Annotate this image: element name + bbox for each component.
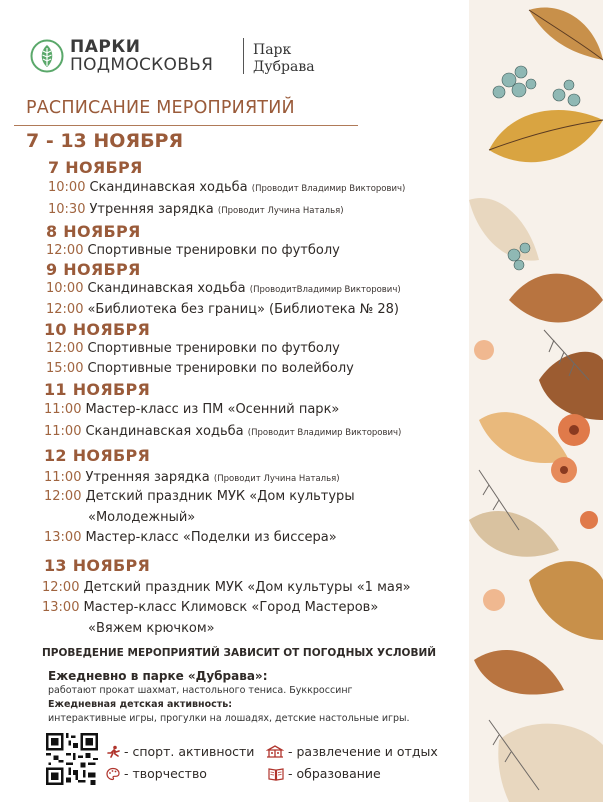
event-note: (Проводит Лучина Наталья) xyxy=(213,474,340,484)
event-text: Скандинавская ходьба xyxy=(85,424,244,439)
schedule-item-continued xyxy=(88,510,195,525)
event-text: Детский праздник МУК «Дом культуры «1 мая» xyxy=(83,580,411,595)
schedule-item xyxy=(44,402,339,417)
event-text: Мастер-класс Климовск «Город Мастеров» xyxy=(83,600,379,615)
day-heading: 9 НОЯБРЯ xyxy=(46,260,141,279)
event-text: Скандинавская ходьба xyxy=(89,180,248,195)
event-time: 10:00 xyxy=(46,281,84,296)
legend-creative-label: - творчество xyxy=(124,766,207,781)
event-note: (ПроводитВладимир Викторович) xyxy=(249,285,401,295)
schedule-item xyxy=(46,361,354,376)
day-heading: 7 НОЯБРЯ xyxy=(48,158,143,177)
event-time: 15:00 xyxy=(46,361,84,376)
schedule-item xyxy=(46,281,401,296)
leaf-logo-icon xyxy=(30,39,64,73)
event-text: Детский праздник МУК «Дом культуры xyxy=(85,489,355,504)
event-text: Спортивные тренировки по футболу xyxy=(87,243,340,258)
logo-line1: ПАРКИ xyxy=(70,37,141,57)
day-heading: 13 НОЯБРЯ xyxy=(44,556,151,575)
schedule-item xyxy=(46,302,399,317)
event-text: Спортивные тренировки по футболу xyxy=(87,341,340,356)
legend-education xyxy=(268,766,381,781)
logo-line2: ПОДМОСКОВЬЯ xyxy=(70,55,214,75)
daily-kids-text: интерактивные игры, прогулки на лошадях, детские настольные игры. xyxy=(48,713,410,724)
event-time: 10:00 xyxy=(48,180,86,195)
legend-fun-label: - развлечение и отдых xyxy=(288,744,438,759)
event-time: 11:00 xyxy=(44,424,82,439)
legend-sport xyxy=(106,744,254,759)
book-icon xyxy=(268,767,284,781)
event-time: 13:00 xyxy=(42,600,80,615)
day-heading: 11 НОЯБРЯ xyxy=(44,380,151,399)
schedule-item xyxy=(42,600,378,615)
event-text: Утренняя зарядка xyxy=(85,470,210,485)
palette-icon xyxy=(106,767,120,781)
botanical-decoration xyxy=(469,0,603,802)
event-note: (Проводит Владимир Викторович) xyxy=(251,184,406,194)
event-text: «Библиотека без границ» (Библиотека № 28) xyxy=(87,302,399,317)
event-note: (Проводит Владимир Викторович) xyxy=(247,428,402,438)
event-time: 10:30 xyxy=(48,202,86,217)
event-note: (Проводит Лучина Наталья) xyxy=(217,206,344,216)
header-divider xyxy=(243,38,244,74)
event-time: 12:00 xyxy=(44,489,82,504)
schedule-item xyxy=(48,202,344,217)
week-range: 7 - 13 НОЯБРЯ xyxy=(26,130,184,152)
event-text: «Вяжем крючком» xyxy=(88,621,215,636)
event-text: Мастер-класс «Поделки из биссера» xyxy=(85,530,337,545)
legend-sport-label: - спорт. активности xyxy=(124,744,255,759)
event-text: Спортивные тренировки по волейболу xyxy=(87,361,354,376)
daily-title: Ежедневно в парке «Дубрава»: xyxy=(48,669,268,683)
event-text: «Молодежный» xyxy=(88,510,196,525)
day-heading: 10 НОЯБРЯ xyxy=(44,320,151,339)
daily-kids-title: Ежедневная детская активность: xyxy=(48,699,233,710)
parks-logo xyxy=(30,38,213,74)
schedule-item xyxy=(46,341,340,356)
event-time: 12:00 xyxy=(42,580,80,595)
day-heading: 8 НОЯБРЯ xyxy=(46,222,141,241)
park-line2: Дубрава xyxy=(253,59,315,75)
event-time: 12:00 xyxy=(46,243,84,258)
event-time: 11:00 xyxy=(44,470,82,485)
event-text: Скандинавская ходьба xyxy=(87,281,246,296)
weather-note: ПРОВЕДЕНИЕ МЕРОПРИЯТИЙ ЗАВИСИТ ОТ ПОГОДНЫХ УСЛОВИЙ xyxy=(42,647,437,659)
title-rule xyxy=(14,125,358,126)
schedule-item xyxy=(44,470,340,485)
event-time: 13:00 xyxy=(44,530,82,545)
schedule-item xyxy=(44,489,355,504)
legend-fun xyxy=(266,744,438,759)
schedule-item xyxy=(44,424,401,439)
schedule-item xyxy=(42,580,411,595)
park-dubrava-logo xyxy=(253,42,315,76)
schedule-item xyxy=(46,243,340,258)
schedule-item-continued xyxy=(88,621,215,636)
runner-icon xyxy=(106,745,120,759)
carousel-icon xyxy=(266,745,284,759)
daily-text: работают прокат шахмат, настольного тениса. Буккроссинг xyxy=(48,685,353,696)
event-time: 12:00 xyxy=(46,302,84,317)
park-line1: Парк xyxy=(253,42,292,58)
qr-code[interactable] xyxy=(46,733,98,785)
schedule-item xyxy=(44,530,337,545)
legend-creative xyxy=(106,766,207,781)
legend-education-label: - образование xyxy=(288,766,381,781)
event-text: Утренняя зарядка xyxy=(89,202,214,217)
page-title: РАСПИСАНИЕ МЕРОПРИЯТИЙ xyxy=(26,98,295,118)
event-time: 12:00 xyxy=(46,341,84,356)
day-heading: 12 НОЯБРЯ xyxy=(44,446,151,465)
schedule-item xyxy=(48,180,405,195)
event-text: Мастер-класс из ПМ «Осенний парк» xyxy=(85,402,340,417)
event-time: 11:00 xyxy=(44,402,82,417)
